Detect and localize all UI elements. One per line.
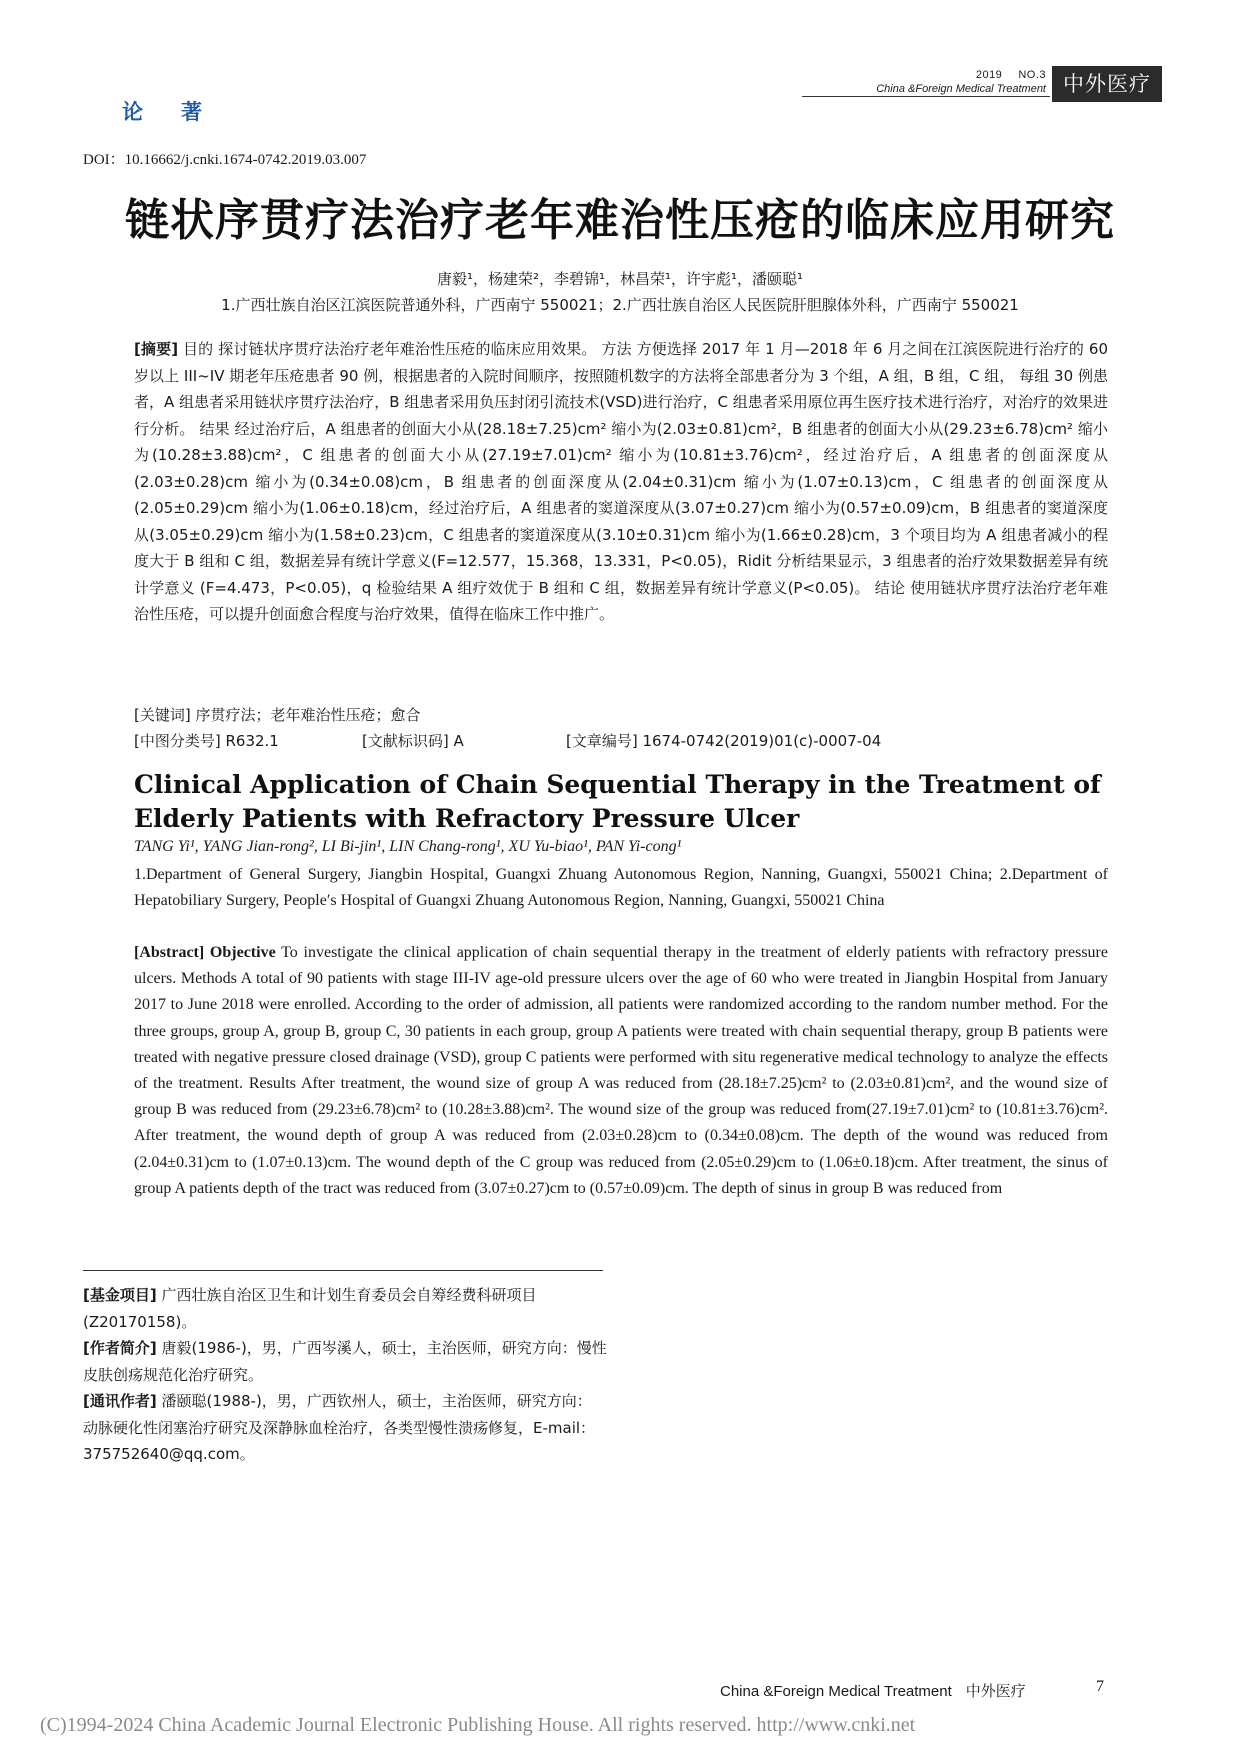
footer-journal-en: China &Foreign Medical Treatment: [720, 1683, 952, 1700]
copyright-watermark: (C)1994-2024 China Academic Journal Electronic Publishing House. All rights reserved. http://www.cnki.net: [40, 1714, 916, 1736]
footnote-rule: [83, 1270, 603, 1271]
footnote-funding: [基金项目] 广西壮族自治区卫生和计划生育委员会自筹经费科研项目(Z20170158)。: [83, 1286, 537, 1331]
affiliations-cn: 1.广西壮族自治区江滨医院普通外科，广西南宁 550021；2.广西壮族自治区人民医院肝胆腺体外科，广西南宁 550021: [221, 296, 1019, 314]
journal-meta: [876, 68, 1046, 96]
journal-name-en: China &Foreign Medical Treatment: [876, 83, 1046, 95]
abstract-en-text: To investigate the clinical application of chain sequential therapy in the treatment of elderly patients with refractory pressure ulcers. Methods A total of 90 patients with stage III-IV age-old pressure ulcers over the age of 60 who were treated in Jiangbin Hospital from January 2017 to June 2018 were enrolled. According to the order of admission, all patients were randomized according to the random number method. For the three groups, group A, group B, group C, 30 patients in each group, group A patients were treated with chain sequential therapy, group B patients were treated with negative pressure closed drainage (VSD), group C patients were performed with situ regenerative medical technology to analyze the effects of the treatment. Results After treatment, the wound size of group A was reduced from (28.18±7.25)cm² to (2.03±0.81)cm², and the wound size of group B was reduced from (29.23±6.78)cm² to (10.28±3.88)cm². The wound size of the group was reduced from(27.19±7.01)cm² to (10.81±3.76)cm². After treatment, the wound depth of group A was reduced from (2.03±0.28)cm to (0.34±0.08)cm. The depth of the wound was reduced from (2.04±0.31)cm to (1.07±0.13)cm. The wound depth of the C group was reduced from (2.05±0.29)cm to (1.06±0.18)cm. After treatment, the sinus of group A patients depth of the tract was reduced from (3.07±0.27)cm to (0.57±0.09)cm. The depth of sinus in group B was reduced from: [134, 944, 1108, 1197]
clc-number: [中图分类号] R632.1: [134, 732, 279, 750]
document-code: [文献标识码] A: [362, 732, 464, 750]
abstract-en: [134, 940, 1108, 1202]
keywords-cn: [关键词] 序贯疗法；老年难治性压疮；愈合: [134, 706, 421, 724]
abstract-cn-text: 目的 探讨链状序贯疗法治疗老年难治性压疮的临床应用效果。 方法 方便选择 2017 年 1 月—2018 年 6 月之间在江滨医院进行治疗的 60 岁以上 III~IV 期老年压疮患者 90 例，根据患者的入院时间顺序，按照随机数字的方法将全部患者分为 3 个组，A 组，B 组，C 组， 每组 30 例患者，A 组患者采用链状序贯疗法治疗，B 组患者采用负压封闭引流技术(VSD)进行治疗，C 组患者采用原位再生医疗技术进行治疗，对治疗的效果进行分析。 结果 经过治疗后，A 组患者的创面大小从(28.18±7.25)cm² 缩小为(2.03±0.81)cm²，B 组患者的创面大小从(29.23±6.78)cm² 缩小为(10.28±3.88)cm²，C 组患者的创面大小从(27.19±7.01)cm² 缩小为(10.81±3.76)cm²，经过治疗后，A 组患者的创面深度从(2.03±0.28)cm 缩小为(0.34±0.08)cm，B 组患者的创面深度从(2.04±0.31)cm 缩小为(1.07±0.13)cm，C 组患者的创面深度从(2.05±0.29)cm 缩小为(1.06±0.18)cm，经过治疗后，A 组患者的窦道深度从(3.07±0.27)cm 缩小为(0.57±0.09)cm，B 组患者的窦道深度从(3.05±0.29)cm 缩小为(1.58±0.23)cm，C 组患者的窦道深度从(3.10±0.31)cm 缩小为(1.66±0.28)cm，3 个项目均为 A 组患者减小的程度大于 B 组和 C 组，数据差异有统计学意义(F=12.577，15.368，13.331，P<0.05)，Ridit 分析结果显示，3 组患者的治疗效果数据差异有统计学意义 (F=4.473，P<0.05)，q 检验结果 A 组疗效优于 B 组和 C 组，数据差异有统计学意义(P<0.05)。 结论 使用链状序贯疗法治疗老年难治性压疮，可以提升创面愈合程度与治疗效果，值得在临床工作中推广。: [134, 340, 1108, 623]
title-cn: 链状序贯疗法治疗老年难治性压疮的临床应用研究: [125, 195, 1115, 246]
page-number: 7: [1096, 1678, 1104, 1695]
abstract-cn-heading: [摘要]: [134, 340, 179, 358]
journal-year: 2019: [975, 69, 1003, 81]
journal-issue: NO.3: [1018, 69, 1046, 81]
footnote-author-bio: [作者简介] 唐毅(1986-)，男，广西岑溪人，硕士，主治医师，研究方向：慢性皮肤创疡规范化治疗研究。: [83, 1339, 607, 1384]
abstract-en-heading: [Abstract] Objective: [134, 944, 276, 961]
article-number: [文章编号] 1674-0742(2019)01(c)-0007-04: [566, 732, 882, 750]
abstract-cn: [134, 336, 1108, 628]
doi: DOI：10.16662/j.cnki.1674-0742.2019.03.007: [83, 152, 367, 168]
authors-cn: 唐毅¹，杨建荣²，李碧锦¹，林昌荣¹，许宇彪¹，潘颐聪¹: [436, 270, 804, 288]
footer-journal-cn: 中外医疗: [965, 1683, 1026, 1700]
authors-en: TANG Yi¹, YANG Jian-rong², LI Bi-jin¹, LIN Chang-rong¹, XU Yu-biao¹, PAN Yi-cong¹: [134, 838, 682, 855]
footnote-corresponding-author: [通讯作者] 潘颐聪(1988-)，男，广西钦州人，硕士，主治医师，研究方向： 动脉硬化性闭塞治疗研究及深静脉血栓治疗，各类型慢性溃疡修复，E-mail：375752640@qq.com。: [83, 1392, 596, 1463]
journal-header: [802, 66, 1162, 110]
header-rule: [802, 96, 1050, 97]
title-en: Clinical Application of Chain Sequential Therapy in the Treatment of Elderly Patients with Refractory Pressure Ulcer: [134, 770, 1101, 833]
footnotes: [83, 1282, 608, 1468]
section-tag: 论著: [122, 100, 240, 124]
affiliations-en: 1.Department of General Surgery, Jiangbin Hospital, Guangxi Zhuang Autonomous Region, Nanning, Guangxi, 550021 China; 2.Department of Hepatobiliary Surgery, People′s Hospital of Guangxi Zhuang Autonomous Region, Nanning, Guangxi, 550021 China: [134, 866, 1108, 909]
journal-name-cn: 中外医疗: [1052, 66, 1162, 102]
footer-journal: [720, 1680, 1026, 1701]
